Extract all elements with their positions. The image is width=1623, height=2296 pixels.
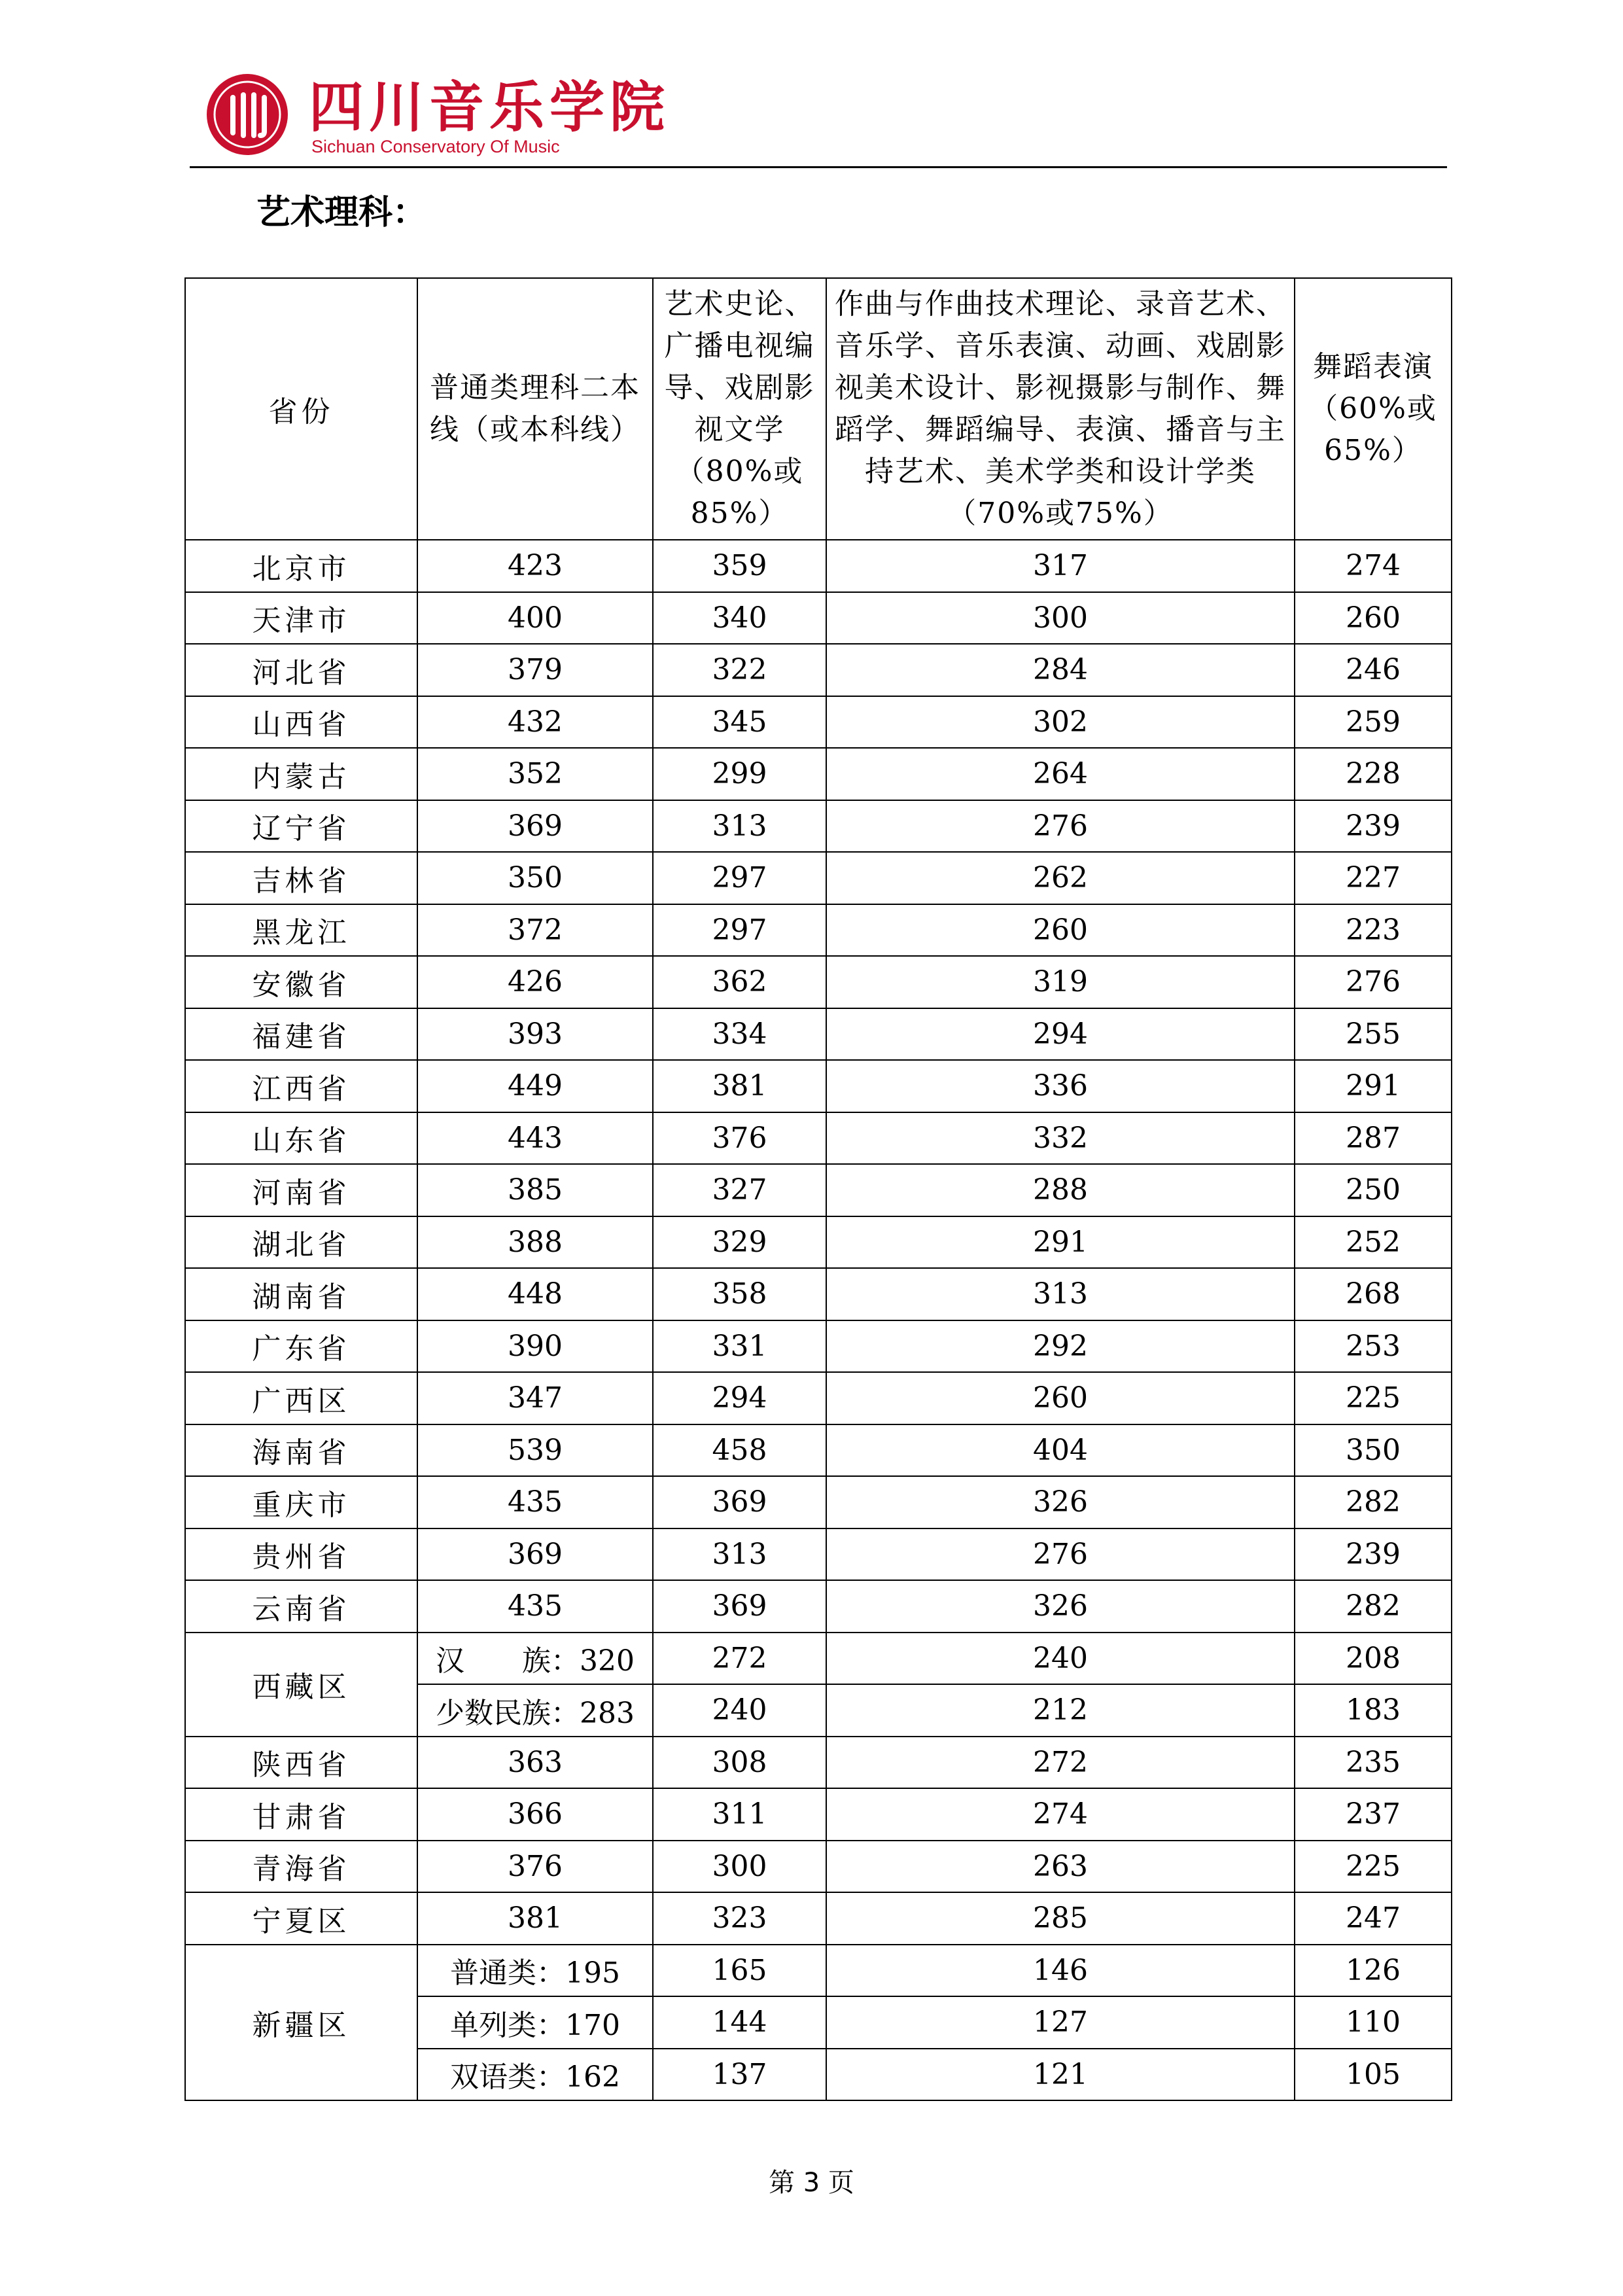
table-row bbox=[185, 1841, 1452, 1893]
province-cell: 海南省 bbox=[185, 1424, 417, 1477]
province-cell: 新疆区 bbox=[185, 1945, 417, 2101]
score-cell: 313 bbox=[653, 1528, 826, 1581]
province-cell: 内蒙古 bbox=[185, 748, 417, 800]
score-cell: 287 bbox=[1295, 1112, 1452, 1165]
score-cell: 400 bbox=[417, 592, 653, 645]
score-cell: 326 bbox=[826, 1580, 1295, 1633]
score-cell: 317 bbox=[826, 540, 1295, 592]
score-cell: 165 bbox=[653, 1945, 826, 1997]
score-cell: 369 bbox=[653, 1476, 826, 1528]
score-cell: 385 bbox=[417, 1164, 653, 1216]
score-cell: 347 bbox=[417, 1372, 653, 1424]
score-cell: 276 bbox=[826, 800, 1295, 853]
score-cell: 183 bbox=[1295, 1684, 1452, 1737]
table-row bbox=[185, 1424, 1452, 1477]
score-cell: 313 bbox=[653, 800, 826, 853]
score-cell: 435 bbox=[417, 1580, 653, 1633]
table-row bbox=[185, 800, 1452, 853]
province-cell: 甘肃省 bbox=[185, 1788, 417, 1841]
score-cell: 274 bbox=[1295, 540, 1452, 592]
subgroup-baseline-cell: 汉 族：320 bbox=[417, 1633, 653, 1685]
province-cell: 吉林省 bbox=[185, 852, 417, 904]
province-cell: 安徽省 bbox=[185, 956, 417, 1008]
header-province: 省份 bbox=[185, 278, 417, 540]
score-cell: 372 bbox=[417, 904, 653, 957]
score-cell: 363 bbox=[417, 1737, 653, 1789]
score-cell: 227 bbox=[1295, 852, 1452, 904]
score-cell: 260 bbox=[826, 1372, 1295, 1424]
province-cell: 湖南省 bbox=[185, 1268, 417, 1320]
table-row bbox=[185, 1216, 1452, 1269]
score-cell: 285 bbox=[826, 1892, 1295, 1945]
score-cell: 212 bbox=[826, 1684, 1295, 1737]
table-row bbox=[185, 1528, 1452, 1581]
score-cell: 282 bbox=[1295, 1580, 1452, 1633]
score-cell: 308 bbox=[653, 1737, 826, 1789]
province-cell: 福建省 bbox=[185, 1008, 417, 1061]
table-row bbox=[185, 1476, 1452, 1528]
score-cell: 274 bbox=[826, 1788, 1295, 1841]
score-cell: 250 bbox=[1295, 1164, 1452, 1216]
score-cell: 208 bbox=[1295, 1633, 1452, 1685]
province-cell: 湖北省 bbox=[185, 1216, 417, 1269]
province-cell: 山东省 bbox=[185, 1112, 417, 1165]
province-cell: 贵州省 bbox=[185, 1528, 417, 1581]
score-cell: 350 bbox=[417, 852, 653, 904]
table-row bbox=[185, 540, 1452, 592]
score-cell: 376 bbox=[653, 1112, 826, 1165]
header-art-theory: 艺术史论、广播电视编导、戏剧影视文学（80%或85%） bbox=[653, 278, 826, 540]
province-cell: 黑龙江 bbox=[185, 904, 417, 957]
score-cell: 235 bbox=[1295, 1737, 1452, 1789]
score-cell: 332 bbox=[826, 1112, 1295, 1165]
province-cell: 陕西省 bbox=[185, 1737, 417, 1789]
score-cell: 223 bbox=[1295, 904, 1452, 957]
table-row bbox=[185, 1372, 1452, 1424]
score-cell: 294 bbox=[653, 1372, 826, 1424]
table-header-row bbox=[185, 278, 1452, 540]
table-row bbox=[185, 956, 1452, 1008]
score-cell: 423 bbox=[417, 540, 653, 592]
score-cell: 260 bbox=[826, 904, 1295, 957]
score-cell: 322 bbox=[653, 644, 826, 696]
table-row bbox=[185, 1892, 1452, 1945]
province-cell: 辽宁省 bbox=[185, 800, 417, 853]
score-cell: 239 bbox=[1295, 1528, 1452, 1581]
score-cell: 225 bbox=[1295, 1841, 1452, 1893]
score-cell: 247 bbox=[1295, 1892, 1452, 1945]
score-cell: 127 bbox=[826, 1996, 1295, 2049]
table-row bbox=[185, 904, 1452, 957]
score-cell: 435 bbox=[417, 1476, 653, 1528]
score-cell: 284 bbox=[826, 644, 1295, 696]
score-cell: 331 bbox=[653, 1320, 826, 1373]
table-row bbox=[185, 1008, 1452, 1061]
header-dance-performance: 舞蹈表演（60%或65%） bbox=[1295, 278, 1452, 540]
score-cell: 443 bbox=[417, 1112, 653, 1165]
score-cell: 239 bbox=[1295, 800, 1452, 853]
score-cell: 276 bbox=[826, 1528, 1295, 1581]
score-cell: 458 bbox=[653, 1424, 826, 1477]
province-cell: 重庆市 bbox=[185, 1476, 417, 1528]
score-cell: 246 bbox=[1295, 644, 1452, 696]
table-row bbox=[185, 644, 1452, 696]
province-cell: 江西省 bbox=[185, 1060, 417, 1112]
province-cell: 广东省 bbox=[185, 1320, 417, 1373]
score-cell: 366 bbox=[417, 1788, 653, 1841]
score-cell: 369 bbox=[417, 1528, 653, 1581]
province-cell: 云南省 bbox=[185, 1580, 417, 1633]
score-table bbox=[184, 277, 1452, 2101]
table-row bbox=[185, 1320, 1452, 1373]
score-cell: 299 bbox=[653, 748, 826, 800]
province-cell: 广西区 bbox=[185, 1372, 417, 1424]
table-row bbox=[185, 1633, 1452, 1685]
score-cell: 263 bbox=[826, 1841, 1295, 1893]
score-cell: 105 bbox=[1295, 2049, 1452, 2101]
score-cell: 291 bbox=[1295, 1060, 1452, 1112]
score-cell: 292 bbox=[826, 1320, 1295, 1373]
score-cell: 262 bbox=[826, 852, 1295, 904]
score-cell: 297 bbox=[653, 904, 826, 957]
score-cell: 345 bbox=[653, 696, 826, 749]
score-cell: 539 bbox=[417, 1424, 653, 1477]
logo-english-name: Sichuan Conservatory Of Music bbox=[311, 137, 560, 156]
province-cell: 宁夏区 bbox=[185, 1892, 417, 1945]
province-cell: 河南省 bbox=[185, 1164, 417, 1216]
score-cell: 228 bbox=[1295, 748, 1452, 800]
score-cell: 240 bbox=[826, 1633, 1295, 1685]
province-cell: 河北省 bbox=[185, 644, 417, 696]
subgroup-baseline-cell: 单列类：170 bbox=[417, 1996, 653, 2049]
score-cell: 282 bbox=[1295, 1476, 1452, 1528]
province-cell: 天津市 bbox=[185, 592, 417, 645]
score-cell: 319 bbox=[826, 956, 1295, 1008]
table-row bbox=[185, 696, 1452, 749]
score-cell: 300 bbox=[826, 592, 1295, 645]
score-cell: 302 bbox=[826, 696, 1295, 749]
score-cell: 294 bbox=[826, 1008, 1295, 1061]
score-cell: 259 bbox=[1295, 696, 1452, 749]
score-cell: 336 bbox=[826, 1060, 1295, 1112]
score-cell: 359 bbox=[653, 540, 826, 592]
table-row bbox=[185, 1268, 1452, 1320]
subgroup-baseline-cell: 普通类：195 bbox=[417, 1945, 653, 1997]
table-row bbox=[185, 1788, 1452, 1841]
score-cell: 253 bbox=[1295, 1320, 1452, 1373]
score-cell: 110 bbox=[1295, 1996, 1452, 2049]
score-cell: 144 bbox=[653, 1996, 826, 2049]
score-cell: 426 bbox=[417, 956, 653, 1008]
section-title: 艺术理科： bbox=[256, 193, 427, 232]
table-row bbox=[185, 1737, 1452, 1789]
school-seal-logo bbox=[205, 73, 289, 156]
score-cell: 393 bbox=[417, 1008, 653, 1061]
subgroup-baseline-cell: 双语类：162 bbox=[417, 2049, 653, 2101]
table-row bbox=[185, 1164, 1452, 1216]
score-cell: 137 bbox=[653, 2049, 826, 2101]
table-row bbox=[185, 1060, 1452, 1112]
province-cell: 山西省 bbox=[185, 696, 417, 749]
score-cell: 381 bbox=[653, 1060, 826, 1112]
score-cell: 358 bbox=[653, 1268, 826, 1320]
score-cell: 369 bbox=[653, 1580, 826, 1633]
score-cell: 276 bbox=[1295, 956, 1452, 1008]
province-cell: 北京市 bbox=[185, 540, 417, 592]
score-cell: 340 bbox=[653, 592, 826, 645]
score-cell: 126 bbox=[1295, 1945, 1452, 1997]
score-cell: 449 bbox=[417, 1060, 653, 1112]
score-cell: 264 bbox=[826, 748, 1295, 800]
table-row bbox=[185, 852, 1452, 904]
table-row bbox=[185, 592, 1452, 645]
header-baseline: 普通类理科二本线（或本科线） bbox=[417, 278, 653, 540]
table-row bbox=[185, 1580, 1452, 1633]
score-cell: 237 bbox=[1295, 1788, 1452, 1841]
score-cell: 252 bbox=[1295, 1216, 1452, 1269]
score-cell: 260 bbox=[1295, 592, 1452, 645]
score-cell: 390 bbox=[417, 1320, 653, 1373]
score-cell: 432 bbox=[417, 696, 653, 749]
score-cell: 362 bbox=[653, 956, 826, 1008]
score-cell: 352 bbox=[417, 748, 653, 800]
score-cell: 146 bbox=[826, 1945, 1295, 1997]
score-cell: 268 bbox=[1295, 1268, 1452, 1320]
score-cell: 323 bbox=[653, 1892, 826, 1945]
score-cell: 272 bbox=[826, 1737, 1295, 1789]
province-cell: 西藏区 bbox=[185, 1633, 417, 1737]
table-row bbox=[185, 1112, 1452, 1165]
table-body bbox=[185, 540, 1452, 2100]
table-row bbox=[185, 748, 1452, 800]
score-cell: 297 bbox=[653, 852, 826, 904]
score-cell: 240 bbox=[653, 1684, 826, 1737]
score-cell: 388 bbox=[417, 1216, 653, 1269]
score-cell: 376 bbox=[417, 1841, 653, 1893]
logo-school-name: 四川音乐学院 bbox=[309, 75, 671, 139]
score-cell: 329 bbox=[653, 1216, 826, 1269]
province-cell: 青海省 bbox=[185, 1841, 417, 1893]
header-divider bbox=[190, 166, 1447, 168]
score-cell: 334 bbox=[653, 1008, 826, 1061]
score-cell: 255 bbox=[1295, 1008, 1452, 1061]
score-cell: 327 bbox=[653, 1164, 826, 1216]
score-cell: 381 bbox=[417, 1892, 653, 1945]
score-cell: 291 bbox=[826, 1216, 1295, 1269]
score-cell: 272 bbox=[653, 1633, 826, 1685]
score-cell: 404 bbox=[826, 1424, 1295, 1477]
subgroup-baseline-cell: 少数民族：283 bbox=[417, 1684, 653, 1737]
score-cell: 313 bbox=[826, 1268, 1295, 1320]
score-cell: 121 bbox=[826, 2049, 1295, 2101]
score-cell: 300 bbox=[653, 1841, 826, 1893]
score-cell: 288 bbox=[826, 1164, 1295, 1216]
page-number: 第 3 页 bbox=[769, 2168, 854, 2198]
score-cell: 311 bbox=[653, 1788, 826, 1841]
score-cell: 326 bbox=[826, 1476, 1295, 1528]
score-cell: 379 bbox=[417, 644, 653, 696]
score-cell: 225 bbox=[1295, 1372, 1452, 1424]
table-row bbox=[185, 1945, 1452, 1997]
header-music-performance: 作曲与作曲技术理论、录音艺术、音乐学、音乐表演、动画、戏剧影视美术设计、影视摄影与制作、舞蹈学、舞蹈编导、表演、播音与主持艺术、美术学类和设计学类（70%或75%） bbox=[826, 278, 1295, 540]
score-cell: 369 bbox=[417, 800, 653, 853]
score-cell: 350 bbox=[1295, 1424, 1452, 1477]
score-cell: 448 bbox=[417, 1268, 653, 1320]
